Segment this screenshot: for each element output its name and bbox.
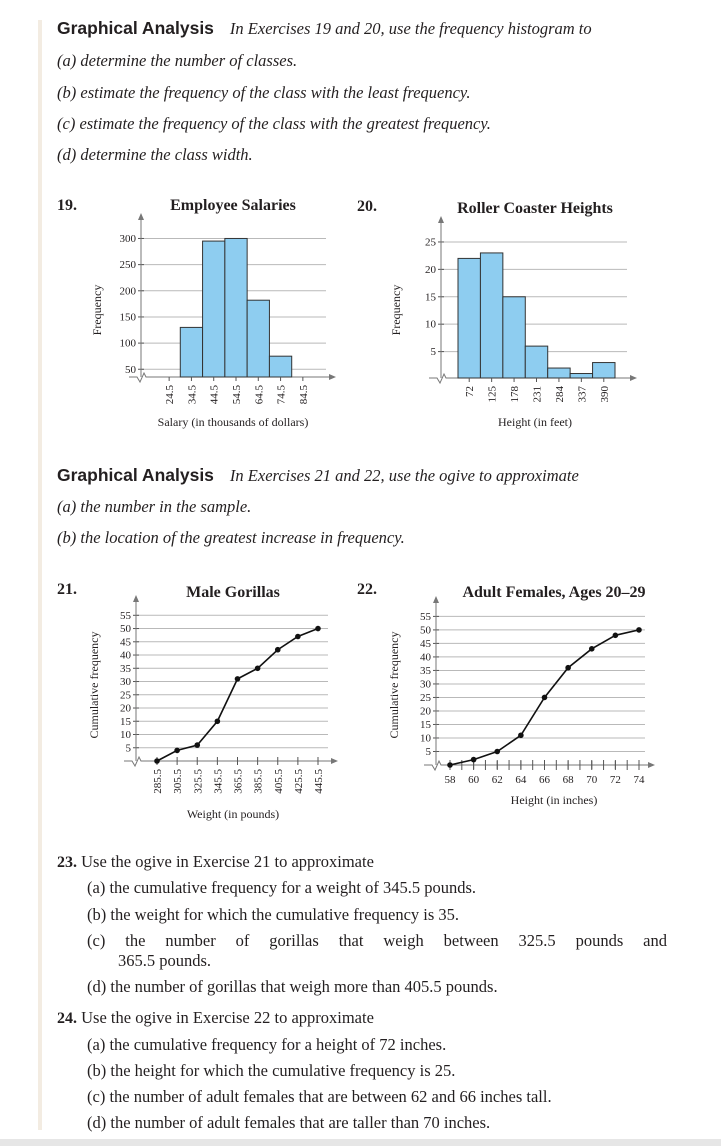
y-axis-label: Cumulative frequency — [387, 631, 401, 739]
x-tick-label: 66 — [539, 774, 550, 786]
chart-title: Employee Salaries — [170, 197, 296, 214]
x-tick-label: 84.5 — [297, 385, 310, 405]
y-axis-label: Frequency — [389, 284, 403, 336]
y-tick-label: 35 — [420, 664, 431, 677]
y-axis-label: Frequency — [90, 284, 104, 336]
list-item: (b) the location of the greatest increase in frequency. — [57, 528, 405, 547]
x-tick-label: 74.5 — [275, 385, 288, 405]
list-item: (b) estimate the frequency of the class with the least frequency. — [57, 83, 471, 102]
ogive-point — [235, 676, 241, 682]
ogive-point — [494, 749, 500, 755]
histogram-bar — [203, 241, 225, 377]
histogram-bar — [225, 238, 247, 377]
section2-header — [57, 465, 579, 486]
y-tick-label: 25 — [420, 691, 431, 704]
y-tick-label: 40 — [420, 651, 431, 664]
ogive-point — [275, 647, 281, 653]
histogram-bar — [525, 346, 547, 378]
y-axis-arrow-icon — [433, 596, 439, 603]
chart-title: Roller Coaster Heights — [457, 200, 613, 217]
y-axis-arrow-icon — [438, 216, 444, 223]
y-tick-label: 5 — [430, 346, 436, 359]
employee-salaries-histogram — [55, 190, 355, 435]
y-tick-label: 45 — [420, 637, 431, 650]
histogram-bar — [269, 356, 291, 377]
list-item: (c) estimate the frequency of the class with the greatest frequency. — [57, 114, 491, 133]
section-intro: In Exercises 19 and 20, use the frequency histogram to — [229, 19, 592, 38]
y-axis-label: Cumulative frequency — [87, 631, 101, 739]
x-tick-label: 60 — [468, 774, 480, 786]
exercise-number: 19. — [57, 197, 77, 214]
y-tick-label: 35 — [120, 662, 131, 675]
y-tick-label: 25 — [120, 689, 131, 702]
exercise-number: 21. — [57, 581, 77, 598]
list-item: (c) the number of gorillas that weigh between 325.5 pounds and — [87, 931, 667, 950]
x-tick-label: 178 — [509, 386, 522, 403]
adult-females-ogive — [355, 575, 655, 815]
section-heading: Graphical Analysis — [57, 465, 214, 485]
x-tick-label: 34.5 — [186, 385, 199, 405]
histogram-bar — [548, 368, 570, 378]
y-tick-label: 150 — [119, 311, 136, 324]
exercise-24 — [57, 1008, 374, 1028]
x-tick-label: 72 — [609, 774, 621, 786]
exercise-number: 24. — [57, 1010, 77, 1027]
y-tick-label: 10 — [425, 318, 436, 331]
x-tick-label: 74 — [633, 774, 645, 786]
y-tick-label: 30 — [120, 676, 131, 689]
x-tick-label: 390 — [598, 386, 611, 403]
ogive-point — [471, 757, 477, 763]
y-tick-label: 200 — [119, 285, 136, 298]
x-tick-label: 284 — [553, 386, 566, 403]
ogive-point — [636, 627, 642, 633]
histogram-bar — [503, 297, 525, 378]
x-tick-label: 24.5 — [164, 385, 177, 405]
x-tick-label: 62 — [491, 774, 503, 786]
y-tick-label: 300 — [119, 232, 136, 245]
ogive-point — [447, 762, 453, 768]
x-axis-label: Salary (in thousands of dollars) — [157, 415, 309, 429]
x-tick-label: 285.5 — [152, 769, 164, 794]
x-tick-label: 445.5 — [313, 769, 325, 794]
ogive-point — [565, 665, 571, 671]
section-heading: Graphical Analysis — [57, 18, 214, 38]
x-tick-label: 64 — [515, 774, 527, 786]
x-tick-label: 365.5 — [232, 769, 245, 794]
x-tick-label: 345.5 — [212, 769, 225, 794]
y-axis-arrow-icon — [138, 213, 144, 220]
histogram-bar — [247, 300, 269, 377]
list-item: (a) determine the number of classes. — [57, 51, 298, 70]
x-axis-arrow-icon — [630, 375, 637, 381]
ogive-point — [174, 748, 180, 754]
y-tick-label: 250 — [119, 259, 136, 272]
x-axis-label: Weight (in pounds) — [186, 807, 280, 821]
y-tick-label: 20 — [425, 263, 436, 276]
y-tick-label: 55 — [120, 609, 131, 622]
list-item: (b) the weight for which the cumulative frequency is 35. — [87, 905, 460, 924]
y-tick-label: 55 — [420, 610, 431, 623]
y-tick-label: 50 — [120, 623, 131, 636]
male-gorillas-ogive — [55, 575, 355, 825]
exercise-23 — [57, 852, 374, 872]
y-tick-label: 10 — [120, 729, 131, 742]
list-item: (a) the cumulative frequency for a weight of 345.5 pounds. — [87, 878, 476, 897]
list-item: (d) determine the class width. — [57, 145, 253, 164]
x-tick-label: 325.5 — [192, 769, 205, 794]
list-item: (d) the number of adult females that are taller than 70 inches. — [87, 1113, 491, 1132]
x-axis-arrow-icon — [648, 762, 655, 768]
x-tick-label: 70 — [586, 774, 598, 786]
y-tick-label: 5 — [425, 745, 431, 758]
y-tick-label: 25 — [425, 236, 436, 249]
exercise-number: 20. — [357, 198, 377, 215]
exercise-number: 22. — [357, 581, 377, 598]
y-axis-arrow-icon — [133, 595, 139, 602]
ogive-point — [589, 646, 595, 652]
y-tick-label: 5 — [125, 742, 131, 755]
ogive-point — [613, 633, 619, 639]
y-tick-label: 20 — [120, 702, 131, 715]
ogive-point — [295, 634, 301, 640]
x-axis-arrow-icon — [329, 374, 336, 380]
ogive-point — [315, 626, 321, 632]
roller-coaster-heights-histogram — [355, 190, 645, 435]
x-tick-label: 385.5 — [252, 769, 265, 794]
x-tick-label: 44.5 — [208, 385, 221, 405]
ogive-point — [542, 695, 548, 701]
y-tick-label: 40 — [120, 649, 131, 662]
exercise-stem: Use the ogive in Exercise 21 to approximate — [81, 852, 374, 871]
list-item: (a) the cumulative frequency for a height of 72 inches. — [87, 1035, 447, 1054]
y-tick-label: 30 — [420, 678, 431, 691]
x-tick-label: 125 — [486, 386, 499, 403]
y-tick-label: 10 — [420, 732, 431, 745]
page-bottom-edge — [0, 1139, 721, 1146]
histogram-bar — [480, 253, 502, 378]
exercise-stem: Use the ogive in Exercise 22 to approximate — [81, 1008, 374, 1027]
x-tick-label: 337 — [576, 386, 589, 403]
x-tick-label: 231 — [531, 386, 544, 403]
histogram-bar — [593, 363, 615, 378]
ogive-point — [518, 732, 524, 738]
list-item: (d) the number of gorillas that weigh more than 405.5 pounds. — [87, 977, 498, 996]
list-item: (b) the height for which the cumulative frequency is 25. — [87, 1061, 456, 1080]
x-tick-label: 58 — [444, 774, 456, 786]
histogram-bar — [180, 327, 202, 377]
ogive-point — [215, 718, 221, 724]
y-tick-label: 15 — [425, 291, 436, 304]
x-tick-label: 405.5 — [272, 769, 285, 794]
chart-title: Adult Females, Ages 20–29 — [462, 584, 646, 601]
x-tick-label: 68 — [562, 774, 574, 786]
y-tick-label: 100 — [119, 337, 136, 350]
histogram-bar — [458, 258, 480, 378]
ogive-point — [255, 665, 261, 671]
list-item-continued: 365.5 pounds. — [118, 951, 212, 970]
ogive-point — [194, 742, 200, 748]
section1-header — [57, 18, 592, 39]
y-tick-label: 20 — [420, 705, 431, 718]
x-tick-label: 425.5 — [292, 769, 305, 794]
exercise-number: 23. — [57, 854, 77, 871]
margin-rule — [38, 20, 42, 1130]
y-tick-label: 15 — [120, 715, 131, 728]
ogive-point — [154, 758, 160, 764]
y-tick-label: 15 — [420, 718, 431, 731]
x-axis-arrow-icon — [331, 758, 338, 764]
section-intro: In Exercises 21 and 22, use the ogive to approximate — [229, 466, 579, 485]
x-tick-label: 72 — [464, 386, 477, 397]
chart-title: Male Gorillas — [186, 584, 280, 601]
list-item: (a) the number in the sample. — [57, 497, 252, 516]
x-tick-label: 64.5 — [253, 385, 266, 405]
x-tick-label: 54.5 — [231, 385, 243, 405]
x-axis-break — [424, 761, 650, 770]
histogram-bar — [570, 374, 592, 378]
y-tick-label: 50 — [420, 624, 431, 637]
x-axis-label: Height (in feet) — [498, 415, 572, 429]
x-tick-label: 305.5 — [172, 769, 185, 794]
y-tick-label: 50 — [125, 363, 136, 376]
x-axis-label: Height (in inches) — [510, 793, 598, 807]
y-tick-label: 45 — [120, 636, 131, 649]
list-item: (c) the number of adult females that are between 62 and 66 inches tall. — [87, 1087, 552, 1106]
